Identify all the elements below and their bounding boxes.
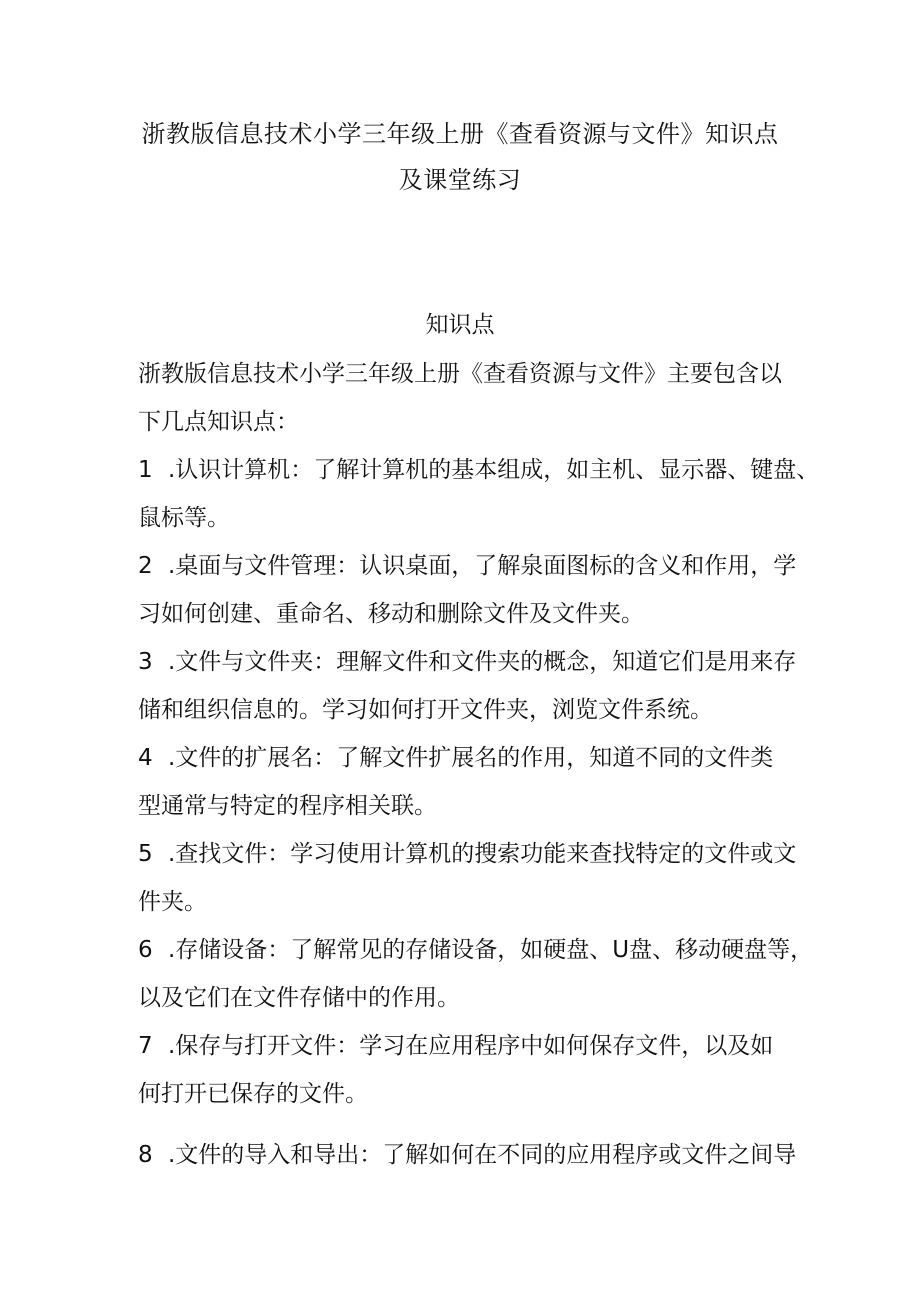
item-text: .桌面与文件管理：认识桌面，了解泉面图标的含义和作用，学 (168, 553, 797, 579)
item-text: .保存与打开文件：学习在应用程序中如何保存文件，以及如 (168, 1033, 774, 1059)
item-text: 以及它们在文件存储中的作用。 (138, 985, 460, 1011)
item-number: 1 (138, 457, 153, 483)
intro-line: 下几点知识点： (138, 409, 299, 435)
item-number: 6 (138, 937, 153, 963)
item-text: .文件的扩展名：了解文件扩展名的作用，知道不同的文件类 (168, 745, 774, 771)
document-title-line-1: 浙教版信息技术小学三年级上册《查看资源与文件》知识点 (141, 120, 779, 148)
item-text: 储和组织信息的。学习如何打开文件夹，浏览文件系统。 (138, 697, 713, 723)
item-text: 型通常与特定的程序相关联。 (138, 793, 437, 819)
list-item (138, 446, 820, 542)
item-number: 7 (138, 1033, 153, 1059)
list-item (138, 926, 814, 1022)
item-number: 4 (138, 745, 153, 771)
item-text: .查找文件：学习使用计算机的搜索功能来查找特定的文件或文 (168, 841, 797, 867)
item-text: 何打开已保存的文件。 (138, 1081, 368, 1107)
list-item (138, 1022, 798, 1118)
item-number: 3 (138, 649, 153, 675)
item-text: .文件与文件夹：理解文件和文件夹的概念，知道它们是用来存 (168, 649, 797, 675)
list-item (138, 830, 798, 926)
item-number: 8 (138, 1142, 153, 1168)
list-item (138, 638, 798, 734)
intro-paragraph (138, 350, 798, 446)
item-text: .文件的导入和导出：了解如何在不同的应用程序或文件之间导 (168, 1142, 797, 1168)
item-text: 件夹。 (138, 889, 207, 915)
item-text: 习如何创建、重命名、移动和删除文件及文件夹。 (138, 601, 644, 627)
document-title-line-2: 及课堂练习 (398, 166, 522, 194)
section-heading: 知识点 (425, 312, 495, 338)
item-number: 5 (138, 841, 153, 867)
item-text: .存储设备：了解常见的存储设备，如硬盘、U盘、移动硬盘等， (168, 937, 814, 963)
list-item (138, 542, 798, 638)
item-text: .认识计算机：了解计算机的基本组成，如主机、显示器、键盘、 (168, 457, 820, 483)
item-text: 鼠标等。 (138, 505, 230, 531)
intro-line: 浙教版信息技术小学三年级上册《查看资源与文件》主要包含以 (138, 361, 782, 387)
list-item (138, 1131, 798, 1179)
item-number: 2 (138, 553, 153, 579)
list-item (138, 734, 798, 830)
